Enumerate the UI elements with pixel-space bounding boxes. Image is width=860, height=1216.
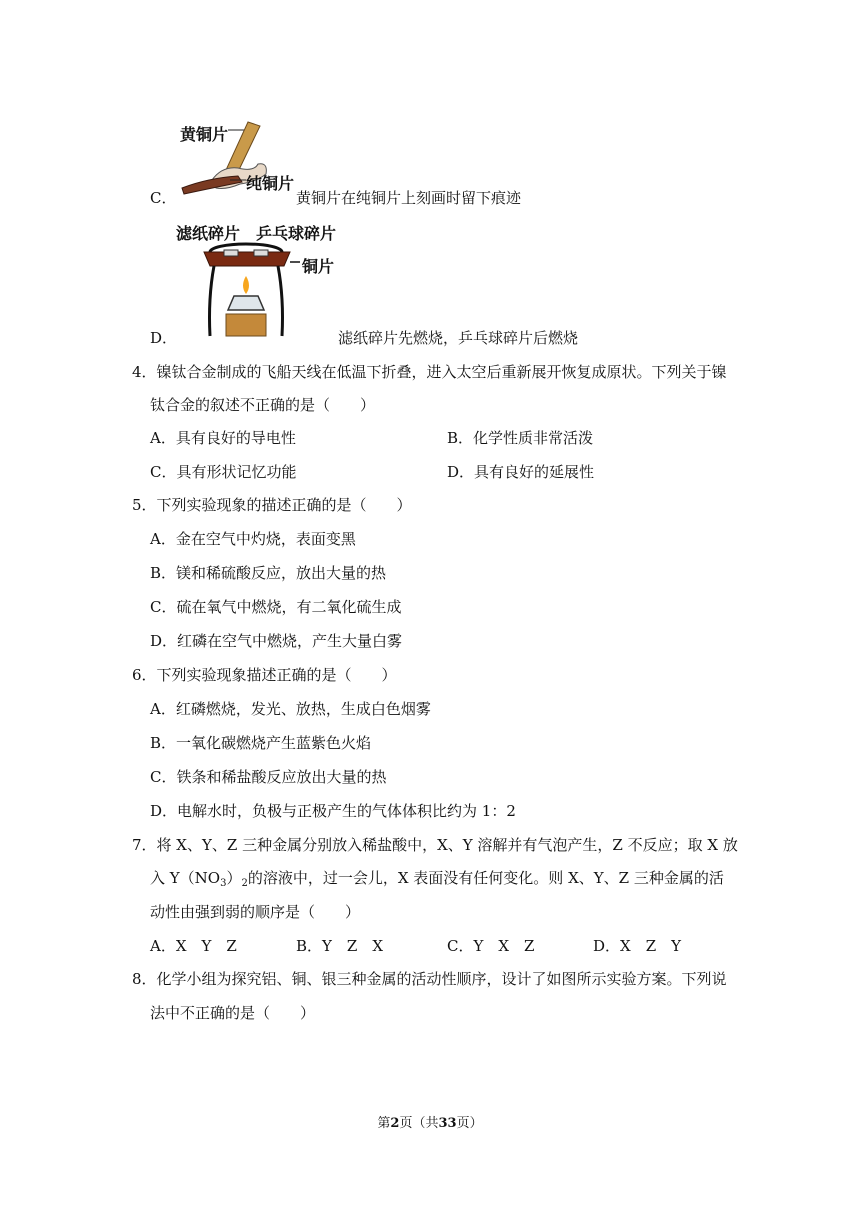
option-d-letter: D． (150, 329, 178, 347)
q7-option-c: C．Y X Z (447, 937, 535, 955)
label-copper-sheet: 铜片 (302, 257, 335, 276)
page-footer: 第2页（共33页） (377, 1116, 483, 1131)
q6-option-a: A．红磷燃烧，发光、放热，生成白色烟雾 (150, 700, 431, 718)
option-c-caption: 黄铜片在纯铜片上刻画时留下痕迹 (296, 189, 522, 207)
q7-stem-line2: 入 $Y(NO_3)_2$的溶液中，过一会儿，X 表面没有任何变化。则 X、Y、Z 三种金属的活 (150, 869, 724, 889)
q5-option-d: D．红磷在空气中燃烧，产生大量白雾 (150, 632, 403, 650)
q6-option-b: B．一氧化碳燃烧产生蓝紫色火焰 (150, 734, 372, 752)
q8-stem-line1: 8．化学小组为探究铝、铜、银三种金属的活动性顺序，设计了如图所示实验方案。下列说 (132, 970, 727, 988)
current-page-number: 2 (390, 1116, 400, 1131)
option-d-caption: 滤纸碎片先燃烧，乒乓球碎片后燃烧 (338, 329, 579, 347)
burning-apparatus-illustration (198, 238, 308, 342)
q4-stem-line1: 4．镍钛合金制成的飞船天线在低温下折叠，进入太空后重新展开恢复成原状。下列关于镍 (132, 363, 727, 381)
q5-option-a: A．金在空气中灼烧，表面变黑 (150, 530, 356, 548)
option-c-letter: C． (150, 189, 177, 207)
q7-stem-line3: 动性由强到弱的顺序是（ ） (150, 903, 361, 921)
q4-stem-line2: 钛合金的叙述不正确的是（ ） (150, 396, 376, 414)
label-pingpong: 乒乓球碎片 (256, 224, 337, 243)
q4-option-a: A．具有良好的导电性 (150, 429, 296, 447)
q4-option-d: D．具有良好的延展性 (447, 463, 595, 481)
q6-stem: 6．下列实验现象描述正确的是（ ） (132, 666, 397, 684)
label-brass: 黄铜片 (180, 125, 229, 144)
q4-option-b: B．化学性质非常活泼 (447, 429, 594, 447)
q5-stem: 5．下列实验现象的描述正确的是（ ） (132, 496, 412, 514)
q7-option-b: B．Y Z X (296, 937, 384, 955)
q8-stem-line2: 法中不正确的是（ ） (150, 1004, 316, 1022)
total-page-count: 33 (438, 1116, 457, 1131)
label-pure-copper: 纯铜片 (246, 174, 295, 193)
q4-option-c: C．具有形状记忆功能 (150, 463, 297, 481)
label-filter-paper: 滤纸碎片 (176, 224, 241, 243)
q6-option-d: D．电解水时，负极与正极产生的气体体积比约为 1：2 (150, 802, 516, 820)
q7-option-d: D．X Z Y (593, 937, 682, 955)
q7-option-a: A．X Y Z (150, 937, 237, 955)
q5-option-c: C．硫在氧气中燃烧，有二氧化硫生成 (150, 598, 402, 616)
q7-stem-line1: 7．将 X、Y、Z 三种金属分别放入稀盐酸中，X、Y 溶解并有气泡产生，Z 不反应；取 X 放 (132, 836, 738, 854)
q5-option-b: B．镁和稀硫酸反应，放出大量的热 (150, 564, 387, 582)
q6-option-c: C．铁条和稀盐酸反应放出大量的热 (150, 768, 387, 786)
